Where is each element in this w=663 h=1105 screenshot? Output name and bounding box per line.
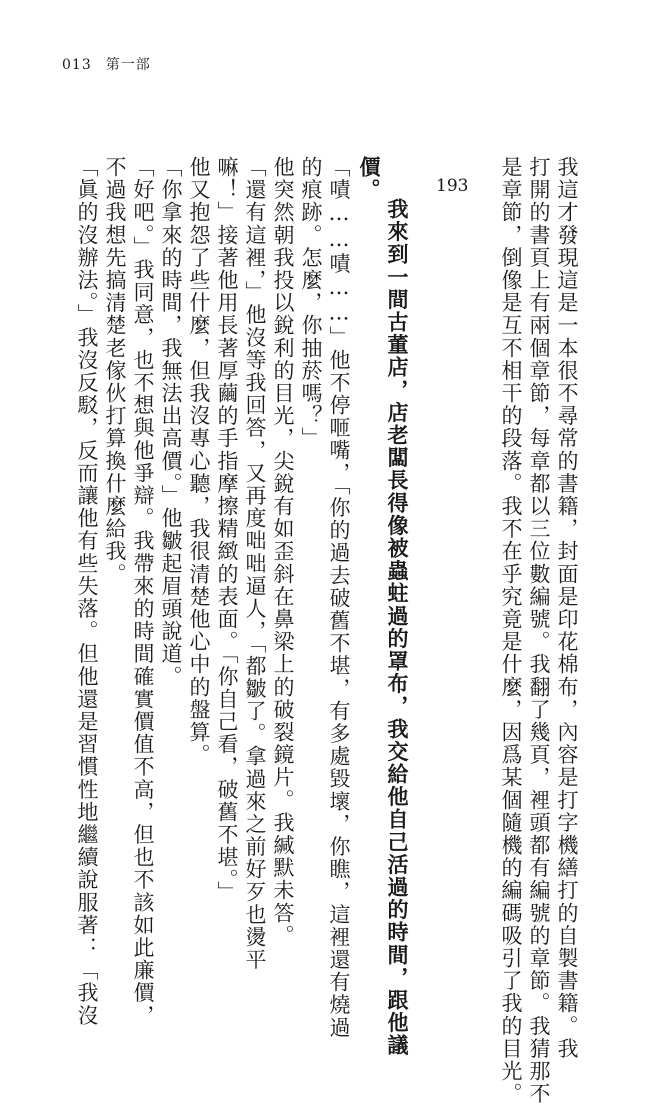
text-column-10: 嘛！」接著他用長著厚繭的手指摩擦精緻的表面。「你自己看，破舊不堪。」 <box>215 156 239 904</box>
text-column-15: 「眞的沒辦法。」我沒反駁，反而讓他有些失落。但他還是習慣性地繼續說服著：「我沒 <box>75 156 99 1027</box>
chapter-number: 193 <box>436 176 469 196</box>
text-column-11: 他又抱怨了些什麼，但我沒專心聽，我很清楚他心中的盤算。 <box>187 156 211 767</box>
section-title: 第一部 <box>105 57 151 73</box>
text-column-5: 價。 <box>357 156 382 202</box>
text-column-9: 「還有這裡，」他沒等我回答，又再度咄咄逼人，「都皺了。拿過來之前好歹也燙平 <box>243 156 267 972</box>
page-number: 013 <box>62 57 92 73</box>
running-header <box>62 54 151 74</box>
text-column-8: 他突然朝我投以銳利的目光，尖銳有如歪斜在鼻梁上的破裂鏡片。我緘默未答。 <box>271 156 295 947</box>
text-column-12: 「你拿來的時間，我無法出高價。」他皺起眉頭說道。 <box>159 156 183 688</box>
text-column-13: 「好吧。」我同意，也不想與他爭辯。我帶來的時間確實價值不高，但也不該如此廉價， <box>131 156 155 1027</box>
text-column-7: 的痕跡。怎麼，你抽菸嗎？」 <box>299 156 323 450</box>
text-column-1: 我這才發現這是一本很不尋常的書籍，封面是印花棉布，內容是打字機繕打的自製書籍。我 <box>555 156 579 1060</box>
text-column-6: 「嘖……嘖……」他不停咂嘴，「你的過去破舊不堪，有多處毀壞，你瞧，這裡還有燒過 <box>327 156 351 1039</box>
text-column-3: 是章節，倒像是互不相干的段落。我不在乎究竟是什麼，因爲某個隨機的編碼吸引了我的目光。 <box>499 156 523 1105</box>
text-column-14: 不過我想先搞清楚老傢伙打算換什麼給我。 <box>103 156 127 586</box>
text-column-4: 我來到一間古董店，店老闆長得像被蟲蛀過的罩布，我交給他自己活過的時間，跟他議 <box>385 198 410 1057</box>
text-column-2: 打開的書頁上有兩個章節，每章都以三位數編號。我翻了幾頁，裡頭都有編號的章節。我猜那不 <box>527 156 551 1105</box>
